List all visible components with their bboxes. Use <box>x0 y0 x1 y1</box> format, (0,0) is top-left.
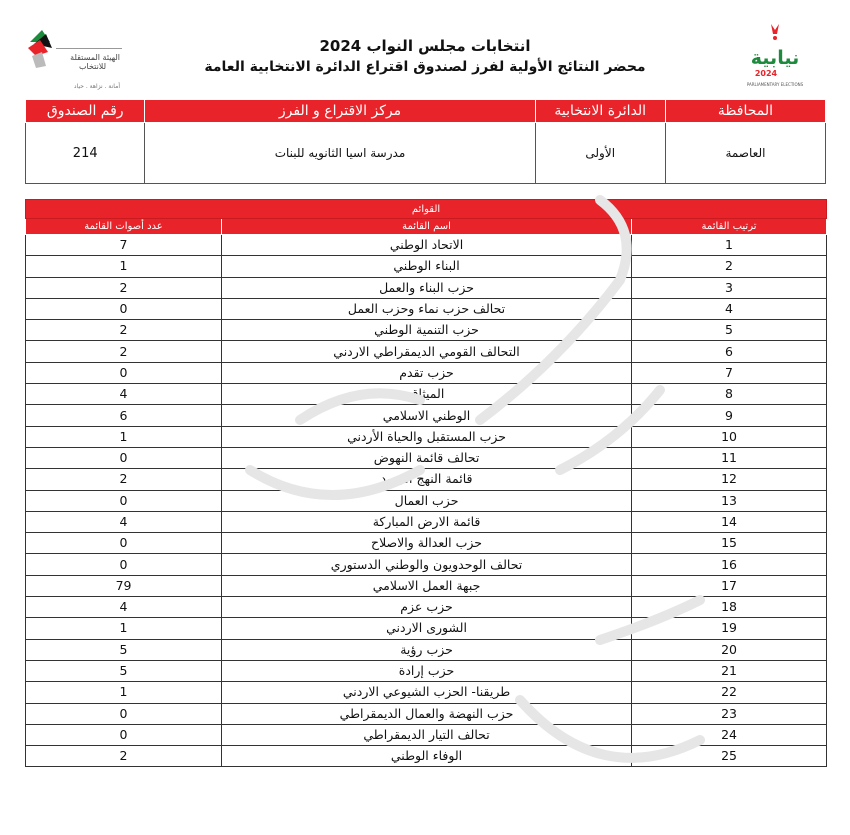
table-row <box>26 447 827 468</box>
list-rank-cell: 21 <box>632 660 827 681</box>
elections-logo-year: 2024 <box>754 69 778 78</box>
table-row <box>26 426 827 447</box>
results-header-row <box>26 219 827 235</box>
list-votes-cell: 4 <box>26 384 222 405</box>
table-row <box>26 618 827 639</box>
iec-logo-name: الهيئة المستقلة <box>70 53 120 62</box>
district-header: الدائرة الانتخابية <box>535 100 665 123</box>
list-rank-cell: 16 <box>632 554 827 575</box>
table-row <box>26 660 827 681</box>
list-name-cell: حزب العمال <box>222 490 632 511</box>
list-rank-cell: 17 <box>632 575 827 596</box>
crown-icon <box>740 20 810 90</box>
iec-logo-subname: للانتخاب <box>79 62 106 71</box>
table-row <box>26 341 827 362</box>
list-name-cell: حزب المستقبل والحياة الأردني <box>222 426 632 447</box>
list-name-cell: تحالف قائمة النهوض <box>222 447 632 468</box>
list-results-table <box>25 199 827 767</box>
box-info-value-row <box>26 123 826 184</box>
box-info-table <box>25 99 826 184</box>
iec-logo <box>20 22 125 92</box>
list-rank-cell: 19 <box>632 618 827 639</box>
list-name-cell: قائمة النهج الجديد <box>222 469 632 490</box>
list-votes-cell: 1 <box>26 256 222 277</box>
list-votes-cell: 5 <box>26 639 222 660</box>
list-rank-cell: 23 <box>632 703 827 724</box>
list-rank-header: ترتيب القائمة <box>632 219 827 235</box>
list-name-cell: الوطني الاسلامي <box>222 405 632 426</box>
list-name-cell: الشورى الاردني <box>222 618 632 639</box>
list-votes-cell: 0 <box>26 490 222 511</box>
lists-group-header: القوائم <box>26 200 827 219</box>
list-votes-cell: 4 <box>26 597 222 618</box>
list-name-cell: الاتحاد الوطني <box>222 235 632 256</box>
list-rank-cell: 6 <box>632 341 827 362</box>
table-row <box>26 235 827 256</box>
list-rank-cell: 14 <box>632 511 827 532</box>
list-name-cell: حزب النهضة والعمال الديمقراطي <box>222 703 632 724</box>
table-row <box>26 575 827 596</box>
iec-logo-motto: أمانة . نزاهة . حياد <box>73 83 120 90</box>
list-rank-cell: 24 <box>632 724 827 745</box>
polling-center-value: مدرسة اسيا الثانويه للبنات <box>145 123 535 184</box>
table-row <box>26 256 827 277</box>
list-votes-cell: 0 <box>26 533 222 554</box>
list-votes-cell: 1 <box>26 426 222 447</box>
list-rank-cell: 22 <box>632 682 827 703</box>
list-rank-cell: 8 <box>632 384 827 405</box>
list-votes-cell: 2 <box>26 469 222 490</box>
list-rank-cell: 12 <box>632 469 827 490</box>
table-row <box>26 490 827 511</box>
list-votes-cell: 0 <box>26 362 222 383</box>
table-row <box>26 682 827 703</box>
list-votes-cell: 1 <box>26 682 222 703</box>
list-votes-cell: 1 <box>26 618 222 639</box>
list-name-cell: حزب رؤية <box>222 639 632 660</box>
list-rank-cell: 1 <box>632 235 827 256</box>
list-name-cell: تحالف الوحدويون والوطني الدستوري <box>222 554 632 575</box>
list-rank-cell: 20 <box>632 639 827 660</box>
table-row <box>26 554 827 575</box>
list-name-cell: حزب عزم <box>222 597 632 618</box>
list-name-cell: حزب تقدم <box>222 362 632 383</box>
box-info-header-row <box>26 100 826 123</box>
list-name-cell: جبهة العمل الاسلامي <box>222 575 632 596</box>
list-name-cell: البناء الوطني <box>222 256 632 277</box>
elections-2024-logo <box>740 20 810 90</box>
list-name-header: اسم القائمة <box>222 219 632 235</box>
table-row <box>26 320 827 341</box>
elections-logo-word: نيابية <box>750 47 800 69</box>
document-header <box>0 0 850 98</box>
document-titles <box>150 36 700 78</box>
page-subtitle: محضر النتائج الأولية لفرز لصندوق اقتراع الدائرة الانتخابية العامة <box>204 59 646 75</box>
list-rank-cell: 15 <box>632 533 827 554</box>
iec-emblem-icon <box>20 22 125 92</box>
page-title: انتخابات مجلس النواب 2024 <box>319 37 531 55</box>
box-number-header: رقم الصندوق <box>26 100 145 123</box>
list-votes-cell: 2 <box>26 341 222 362</box>
table-row <box>26 597 827 618</box>
list-votes-cell: 0 <box>26 298 222 319</box>
polling-center-header: مركز الاقتراع و الفرز <box>145 100 535 123</box>
list-name-cell: الوفاء الوطني <box>222 746 632 767</box>
list-name-cell: حزب البناء والعمل <box>222 277 632 298</box>
table-row <box>26 746 827 767</box>
table-row <box>26 533 827 554</box>
list-name-cell: حزب التنمية الوطني <box>222 320 632 341</box>
table-row <box>26 639 827 660</box>
list-votes-cell: 4 <box>26 511 222 532</box>
list-name-cell: قائمة الارض المباركة <box>222 511 632 532</box>
table-row <box>26 405 827 426</box>
list-votes-cell: 2 <box>26 320 222 341</box>
list-votes-cell: 5 <box>26 660 222 681</box>
list-rank-cell: 18 <box>632 597 827 618</box>
list-name-cell: حزب العدالة والاصلاح <box>222 533 632 554</box>
list-rank-cell: 10 <box>632 426 827 447</box>
table-row <box>26 511 827 532</box>
list-votes-cell: 79 <box>26 575 222 596</box>
list-rank-cell: 9 <box>632 405 827 426</box>
elections-logo-caption: PARLIAMENTARY ELECTIONS <box>746 82 804 87</box>
list-name-cell: طريقنا- الحزب الشيوعي الاردني <box>222 682 632 703</box>
list-rank-cell: 25 <box>632 746 827 767</box>
list-name-cell: تحالف حزب نماء وحزب العمل <box>222 298 632 319</box>
list-votes-cell: 7 <box>26 235 222 256</box>
box-number-value: 214 <box>26 123 145 184</box>
list-name-cell: التحالف القومي الديمقراطي الاردني <box>222 341 632 362</box>
list-name-cell: تحالف التيار الديمقراطي <box>222 724 632 745</box>
list-votes-cell: 0 <box>26 724 222 745</box>
list-rank-cell: 13 <box>632 490 827 511</box>
district-value: الأولى <box>535 123 665 184</box>
list-votes-cell: 2 <box>26 277 222 298</box>
list-votes-cell: 0 <box>26 703 222 724</box>
list-votes-header: عدد أصوات القائمة <box>26 219 222 235</box>
table-row <box>26 469 827 490</box>
list-rank-cell: 3 <box>632 277 827 298</box>
results-group-row <box>26 200 827 219</box>
list-rank-cell: 7 <box>632 362 827 383</box>
table-row <box>26 298 827 319</box>
table-row <box>26 384 827 405</box>
list-rank-cell: 2 <box>632 256 827 277</box>
list-votes-cell: 0 <box>26 447 222 468</box>
governorate-header: المحافظة <box>665 100 825 123</box>
list-name-cell: حزب إرادة <box>222 660 632 681</box>
results-body <box>26 235 827 767</box>
list-name-cell: الميثاق <box>222 384 632 405</box>
list-votes-cell: 6 <box>26 405 222 426</box>
table-row <box>26 277 827 298</box>
governorate-value: العاصمة <box>665 123 825 184</box>
list-rank-cell: 4 <box>632 298 827 319</box>
table-row <box>26 362 827 383</box>
list-votes-cell: 2 <box>26 746 222 767</box>
table-row <box>26 703 827 724</box>
table-row <box>26 724 827 745</box>
list-rank-cell: 5 <box>632 320 827 341</box>
list-rank-cell: 11 <box>632 447 827 468</box>
list-votes-cell: 0 <box>26 554 222 575</box>
